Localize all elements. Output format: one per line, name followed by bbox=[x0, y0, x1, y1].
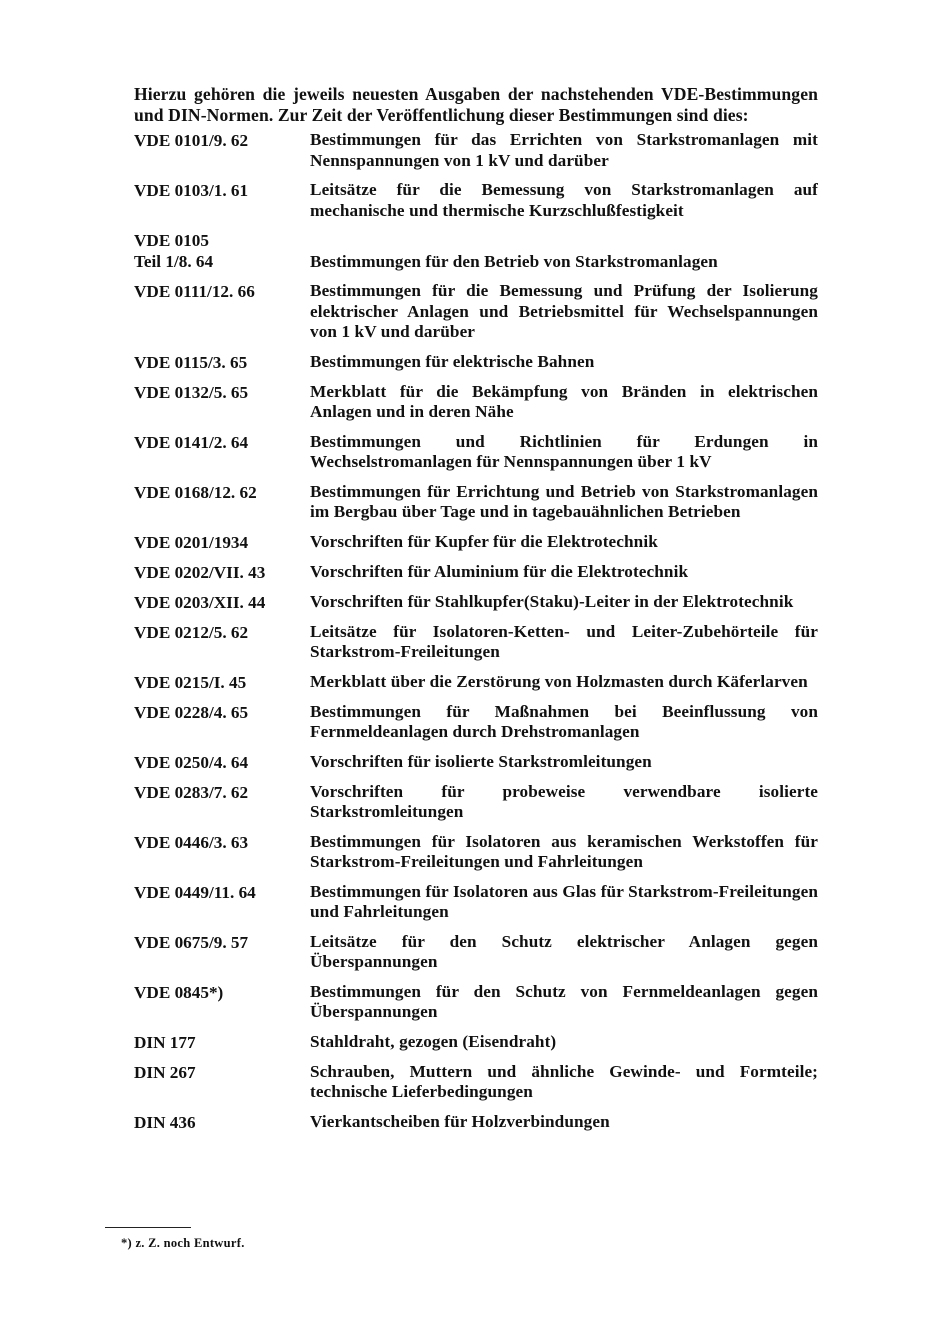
standard-description: Bestimmungen für den Schutz von Fernmeldeanlagen gegen Überspannungen bbox=[310, 981, 818, 1021]
standard-description: Bestimmungen für das Errichten von Starkstromanlagen mit Nennspannungen von 1 kV und darüber bbox=[310, 130, 818, 170]
intro-paragraph: Hierzu gehören die jeweils neuesten Ausgaben der nachstehenden VDE-Bestimmungen und DIN-Normen. Zur Zeit der Veröffentlichung dieser Bestimmungen sind dies: bbox=[134, 84, 818, 125]
standard-code: VDE 0132/5. 65 bbox=[134, 382, 249, 402]
standard-description: Bestimmungen für Maßnahmen bei Beeinflussung von Fernmeldeanlagen durch Drehstromanlagen bbox=[310, 701, 818, 741]
list-item bbox=[134, 482, 818, 523]
list-item bbox=[134, 1062, 818, 1103]
list-item bbox=[134, 230, 818, 272]
standard-code: VDE 0168/12. 62 bbox=[134, 482, 257, 502]
list-item bbox=[134, 130, 818, 171]
standard-code: VDE 0446/3. 63 bbox=[134, 832, 249, 852]
standard-description: Leitsätze für Isolatoren-Ketten- und Leiter-Zubehörteile für Starkstrom-Freileitungen bbox=[310, 621, 818, 661]
list-item bbox=[134, 622, 818, 663]
list-item bbox=[134, 562, 818, 583]
standard-code: VDE 0103/1. 61 bbox=[134, 181, 249, 200]
standard-code: DIN 436 bbox=[134, 1112, 196, 1132]
standard-description: Vorschriften für Stahlkupfer(Staku)-Leiter in der Elektrotechnik bbox=[310, 591, 794, 611]
footnote-divider bbox=[105, 1227, 191, 1228]
standard-description: Leitsätze für die Bemessung von Starkstromanlagen auf mechanische und thermische Kurzschlußfestigkeit bbox=[310, 180, 818, 220]
list-item bbox=[134, 782, 818, 823]
standard-description: Merkblatt über die Zerstörung von Holzmasten durch Käferlarven bbox=[310, 671, 808, 691]
list-item bbox=[134, 532, 818, 553]
list-item bbox=[134, 982, 818, 1023]
list-item bbox=[134, 352, 818, 373]
standard-description: Vorschriften für probeweise verwendbare isolierte Starkstromleitungen bbox=[310, 781, 818, 821]
standard-description: Bestimmungen für elektrische Bahnen bbox=[310, 351, 595, 371]
standard-code: VDE 0845*) bbox=[134, 982, 224, 1002]
standard-code: VDE 0105 Teil 1/8. 64 bbox=[134, 231, 214, 271]
standard-code: VDE 0675/9. 57 bbox=[134, 932, 249, 952]
standard-code: VDE 0202/VII. 43 bbox=[134, 562, 266, 582]
standards-list bbox=[134, 130, 818, 1133]
list-item bbox=[134, 832, 818, 873]
list-item bbox=[134, 882, 818, 923]
standard-code: VDE 0449/11. 64 bbox=[134, 882, 256, 902]
standard-description: Bestimmungen und Richtlinien für Erdungen in Wechselstromanlagen für Nennspannungen über 1 kV bbox=[310, 431, 818, 471]
list-item bbox=[134, 672, 818, 693]
standard-code: VDE 0215/I. 45 bbox=[134, 672, 247, 692]
list-item bbox=[134, 752, 818, 773]
list-item bbox=[134, 1112, 818, 1133]
standard-description: Schrauben, Muttern und ähnliche Gewinde- und Formteile; technische Lieferbedingungen bbox=[310, 1061, 818, 1101]
standard-description: Bestimmungen für den Betrieb von Starkstromanlagen bbox=[310, 251, 718, 271]
standard-description: Bestimmungen für Isolatoren aus Glas für Starkstrom-Freileitungen und Fahrleitungen bbox=[310, 881, 818, 921]
standard-description: Vorschriften für isolierte Starkstromleitungen bbox=[310, 751, 652, 771]
list-item bbox=[134, 382, 818, 423]
footnote: *) z. Z. noch Entwurf. bbox=[121, 1236, 245, 1250]
standard-description: Vorschriften für Kupfer für die Elektrotechnik bbox=[310, 531, 658, 551]
list-item bbox=[134, 932, 818, 973]
standard-description: Vorschriften für Aluminium für die Elektrotechnik bbox=[310, 561, 689, 581]
standard-code: VDE 0141/2. 64 bbox=[134, 432, 249, 452]
list-item bbox=[134, 702, 818, 743]
standard-description: Bestimmungen für die Bemessung und Prüfung der Isolierung elektrischer Anlagen und Betriebsmittel für Wechselspannungen von 1 kV und darüber bbox=[310, 281, 818, 341]
standard-description: Bestimmungen für Errichtung und Betrieb von Starkstromanlagen im Bergbau über Tage und in tagebauähnlichen Betrieben bbox=[310, 481, 818, 521]
standard-description: Merkblatt für die Bekämpfung von Bränden in elektrischen Anlagen und in deren Nähe bbox=[310, 381, 818, 421]
standard-description: Stahldraht, gezogen (Eisendraht) bbox=[310, 1031, 557, 1051]
standard-code: VDE 0115/3. 65 bbox=[134, 352, 248, 372]
standard-code: VDE 0212/5. 62 bbox=[134, 622, 249, 642]
standard-description: Bestimmungen für Isolatoren aus keramischen Werkstoffen für Starkstrom-Freileitungen und Fahrleitungen bbox=[310, 831, 818, 871]
standard-code: VDE 0101/9. 62 bbox=[134, 131, 249, 150]
list-item bbox=[134, 1032, 818, 1053]
standard-description: Vierkantscheiben für Holzverbindungen bbox=[310, 1111, 610, 1131]
standard-code: DIN 267 bbox=[134, 1062, 196, 1082]
list-item bbox=[134, 281, 818, 343]
standard-code: VDE 0111/12. 66 bbox=[134, 282, 255, 301]
list-item bbox=[134, 432, 818, 473]
standard-description: Leitsätze für den Schutz elektrischer Anlagen gegen Überspannungen bbox=[310, 931, 818, 971]
document-page bbox=[134, 84, 818, 1142]
list-item bbox=[134, 180, 818, 221]
standard-code: VDE 0250/4. 64 bbox=[134, 752, 249, 772]
standard-code: VDE 0228/4. 65 bbox=[134, 702, 249, 722]
standard-code: DIN 177 bbox=[134, 1032, 196, 1052]
standard-code: VDE 0283/7. 62 bbox=[134, 782, 249, 802]
list-item bbox=[134, 592, 818, 613]
standard-code: VDE 0203/XII. 44 bbox=[134, 592, 266, 612]
standard-code: VDE 0201/1934 bbox=[134, 532, 249, 552]
